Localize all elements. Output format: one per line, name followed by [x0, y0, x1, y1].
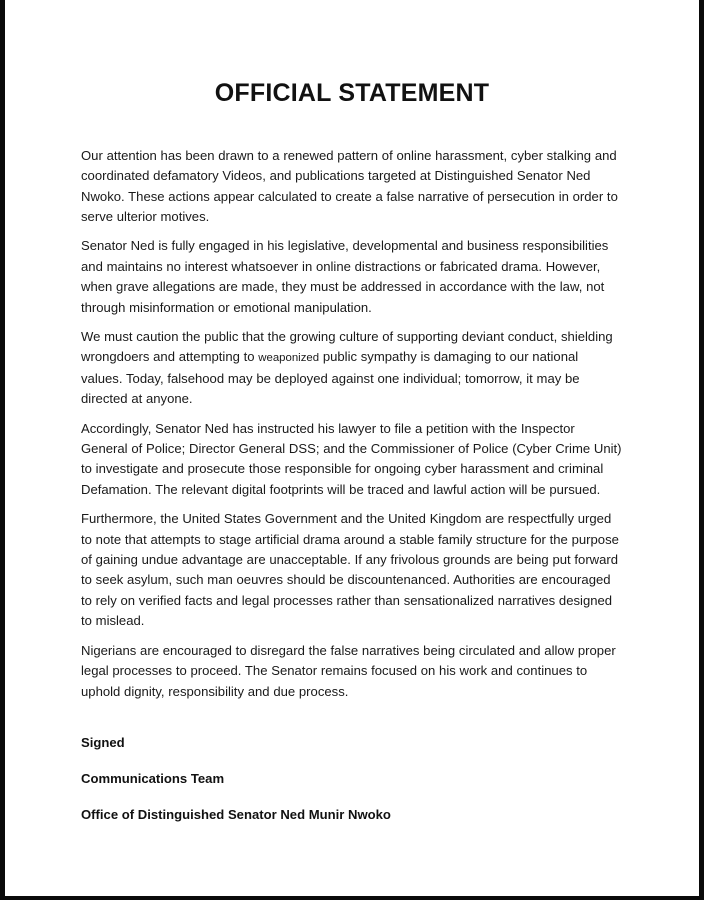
paragraph-3 — [81, 327, 623, 410]
paragraph-5: Furthermore, the United States Government and the United Kingdom are respectfully urged to note that attempts to stage artificial drama around a stable family structure for the purpose of gaining undue advantage are unacceptable. If any frivolous grounds are being put forward to seek asylum, such man oeuvres should be discountenanced. Authorities are encouraged to rely on verified facts and legal processes rather than sensationalized narratives designed to mislead. — [81, 511, 619, 629]
paragraph-3-tail: public sympathy is damaging to our national values. Today, falsehood may be deployed against one individual; tomorrow, it may be directed at anyone. — [81, 349, 580, 407]
page-title: OFFICIAL STATEMENT — [214, 79, 490, 107]
paragraph-3-lead: We must caution the public that the growing culture of supporting deviant conduct, shielding wrongdoers and attempting to — [81, 329, 613, 365]
signatory-office: Office of Distinguished Senator Ned Munir Nwoko — [81, 806, 391, 822]
paragraph-4: Accordingly, Senator Ned has instructed his lawyer to file a petition with the Inspector General of Police; Director General DSS; and the Commissioner of Police (Cyber Crime Unit) to investigate and prosecute those responsible for ongoing cyber harassment and criminal Defamation. The relevant digital footprints will be traced and lawful action will be pursued. — [81, 420, 622, 497]
paragraph-1: Our attention has been drawn to a renewed pattern of online harassment, cyber stalking and coordinated defamatory Videos, and publications targeted at Distinguished Senator Ned Nwoko. These actions appear calculated to create a false narrative of persecution in order to serve ulterior motives. — [81, 147, 618, 224]
signatory-team: Communications Team — [81, 770, 225, 786]
signed-label: Signed — [81, 734, 125, 750]
paragraph-2: Senator Ned is fully engaged in his legislative, developmental and business responsibilities and maintains no interest whatsoever in online distractions or fabricated drama. However, when grave allegations are made, they must be addressed in accordance with the law, not through misinformation or emotional manipulation. — [81, 238, 609, 315]
document-sheet — [5, 0, 699, 896]
paragraph-6: Nigerians are encouraged to disregard the false narratives being circulated and allow proper legal processes to proceed. The Senator remains focused on his work and continues to uphold dignity, responsibility and due process. — [81, 642, 616, 699]
statement-body — [81, 146, 623, 702]
signature-block — [81, 734, 623, 824]
paragraph-3-emphasis-word: weaponized — [258, 352, 320, 365]
